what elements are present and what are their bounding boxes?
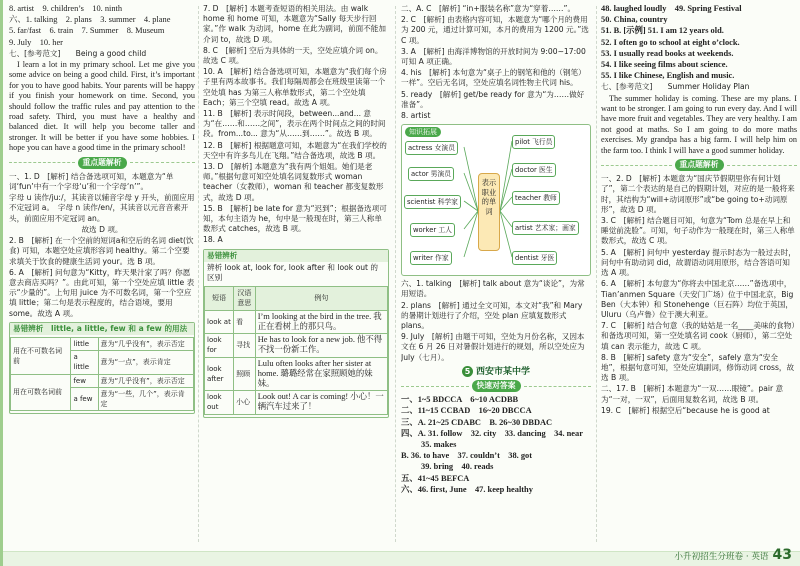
answer-line: 二、11~15 CCBAD 16~20 DBCCA bbox=[401, 406, 532, 416]
answer-line: 五、41~45 BEFCA bbox=[401, 473, 470, 483]
mind-map-node: dentist 牙医 bbox=[512, 251, 557, 265]
mind-map-node: scientist 科学家 bbox=[404, 195, 461, 209]
table-row: 用在可数名词前 few 意为“几乎没有”，表示否定 bbox=[11, 374, 194, 387]
mind-map-title: 知识拓展 bbox=[405, 127, 441, 137]
mind-map-node: actor 男演员 bbox=[408, 167, 454, 181]
explanation: 5. A [解析] 问句中 yesterday 提示时态为一般过去时，问句中有助动词 did，故谓语动词用原形，结合答语可知选 A 项。 bbox=[601, 247, 796, 278]
table-row: a little 意为“一点”，表示肯定 bbox=[11, 351, 194, 374]
mind-map-node: pilot 飞行员 bbox=[512, 135, 555, 149]
table-row: look for 寻找 He has to look for a new job. 他不得不找一份新工作。 bbox=[205, 334, 388, 357]
explanation: 7. C [解析] 结合句意（我的姑姑是一名____美味的食物）和备选项可知，第一空处填名词 cook（厨师），第二空处填 can 表示能力，故选 C 项。 bbox=[601, 321, 796, 351]
column-divider bbox=[198, 6, 199, 542]
answer-line: 三、A. 21~25 CDABC B. 26~30 DBDAC bbox=[401, 417, 553, 427]
explanation: 19. C [解析] 根据空后“because he is good at bbox=[601, 405, 770, 415]
mind-map-node: artist 艺术家；画家 bbox=[512, 221, 579, 235]
explanation: 6. A [解析] 问句意为“Kitty，昨天果汁家了吗？你愿意去商店买吗？”。由此可知，第一个空处应填 little 表示“少量的”。上句用 juice 为不可数名词，第一个空应填 little；第二句是表示程度的，结合语境，要用 some。故选 A 项。 bbox=[9, 267, 195, 318]
sample-essay: I learn a lot in my primary school. Let me give you some advice on being a good child. First, it’s important for you to have good habits. Your parents will be happy if you finish your homework on time. Second, you should follow the traffic rules and pay attention to the road safety. Third, you must have a healthy and balanced diet. It will help you become taller and stronger. It will be better if you have some hobbies. I hope you can have a good time in the primary school! bbox=[9, 60, 195, 153]
answer-line: 5. far/fast 6. train 7. Summer 8. Museum bbox=[9, 26, 165, 36]
answer-line: 48. laughed loudly 49. Spring Festival bbox=[601, 4, 742, 13]
answer-line: 52. I often go to school at eight o’clock. bbox=[601, 37, 740, 47]
explanation: 一、2. D [解析] 本题意为“国庆节假期里你有何计划了”，第二个表达的是自己的假期计划，对应的是一般将来时，其结构为“will+动词原形”或“be going to+动词原形”，故选 D 项。 bbox=[601, 174, 795, 214]
answer-line: 9. July 10. her bbox=[9, 37, 63, 47]
tip-box bbox=[9, 322, 195, 414]
tip-heading: 易错辨析 little, a little, few 和 a few 的用法 bbox=[10, 323, 194, 335]
explanation: 13. D [解析] 本题意为“我有两个姐姐。她们是老师。”根据句意可知空处填名词复数形式 woman teacher（女教师），woman 和 teacher 都变复数形式，故选 D 项。 bbox=[203, 162, 384, 202]
explanation: 18. A bbox=[203, 235, 223, 245]
explanation: 8. C [解析] 空后为具体的一天，空处应填介词 on。故选 C 项。 bbox=[203, 45, 383, 66]
answer-line: 四、A. 31. follow 32. city 33. dancing 34. near bbox=[401, 428, 583, 438]
tip-intro: 辨析 look at, look for, look after 和 look out 的区别 bbox=[207, 262, 379, 283]
explanation: 2. plans [解析] 通过全文可知，本文对“我”和 Mary 的暑期计划进行了介绍，空处 plan 应填复数形式 plans。 bbox=[401, 300, 583, 331]
explanation: 3. A [解析] 由海洋博物馆的开放时间为 9:00~17:00 可知 A 项正确。 bbox=[401, 46, 586, 67]
mind-map-node: writer 作家 bbox=[410, 251, 452, 265]
answer-line: 8. artist 9. children’s 10. ninth bbox=[9, 4, 123, 13]
phrase-table bbox=[204, 286, 388, 414]
column-divider bbox=[395, 6, 396, 542]
answer-line: 39. bring 40. reads bbox=[421, 462, 494, 472]
answer-line: 一、1~5 BDCCA 6~10 ACDBB bbox=[401, 395, 519, 405]
column-4 bbox=[601, 4, 797, 544]
section-header: 快速对答案 bbox=[401, 380, 591, 392]
page-footer bbox=[674, 547, 792, 563]
table-row: look after 照顾 Lulu often looks after her sister at home. 璐璐经常在家照顾她的妹妹。 bbox=[205, 357, 388, 391]
mind-map-node: teacher 教师 bbox=[512, 191, 560, 205]
explanation: 故选 D 项。 bbox=[81, 224, 123, 234]
answer-line: 50. China, country bbox=[601, 15, 668, 25]
explanation: 15. B [解析] be late for 意为“迟到”；根据备选项可知，本句主语为 he，句中是一般现在时，第三人称单数形式 catches，故选 B 项。 bbox=[203, 203, 387, 234]
explanation: 3. C [解析] 结合题目可知，句意为“Tom 总是在早上和睡觉前洗脸”。可知，句子动作为一般现在时，第三人称单数形式，故选 C 项。 bbox=[601, 216, 795, 246]
explanation: 一、1. D [解析] 结合备选项可知，本题意为“单词‘fun’中有一个字母‘u’和一个字母‘n’”。 bbox=[9, 171, 174, 192]
answer-line: B. 36. to have 37. couldn’t 38. got bbox=[401, 451, 532, 461]
answer-line: 53. I usually read books at weekends. bbox=[601, 48, 734, 58]
column-2 bbox=[203, 4, 389, 544]
school-heading: 5 西安市某中学 bbox=[401, 366, 591, 377]
answer-line: 35. makes bbox=[421, 440, 457, 450]
table-header-row: 短语 汉语意思 例句 bbox=[205, 287, 388, 310]
mind-map-node: actress 女演员 bbox=[405, 141, 458, 155]
explanation: 二、17. B [解析] 本题意为“一双……眼镜”。pair 意为“一对，一双”，后面用复数名词，故选 B 项。 bbox=[601, 384, 784, 404]
explanation: 7. D [解析] 本题考查短语的相关用法。由 walk home 和 home 可知，本题意为“Sally 每天步行回家。”作 walk 为动词，home 在此为副词，前面不能加介词 to，故选 D 项。 bbox=[203, 4, 386, 44]
section-header: 重点题解析 bbox=[601, 159, 797, 171]
explanation: 2. B [解析] 在一个空前的短词a和空后的名词 diet(饮食) 可知，本题空处应填形容词 healthy。第二个空要求填关于饮食的健康生活词 your。选 B 项。 bbox=[9, 236, 194, 266]
explanation: 11. B [解析] 表示时间段，between...and... 意为“在……和……之间”，表示在两个时间点之间的时间段。from...to... 意为“从……到……”。故选 B 项。 bbox=[203, 109, 386, 139]
table-row: look out 小心 Look out! A car is coming! 小心！一辆汽车过来了！ bbox=[205, 391, 388, 414]
column-divider bbox=[596, 6, 597, 542]
explanation: 字母 u 读作/juː/，其读音以辅音字母 y 开头，前面应用不定冠词 a。 字母 n 读作/en/，其读音以元音音素开头，前面应用不定冠词 an。 bbox=[9, 193, 195, 223]
column-1 bbox=[9, 4, 195, 544]
answer-line: 六、1. talking 2. plans 3. summer 4. plane bbox=[9, 15, 171, 25]
table-row: a few 意为“一些，几个”，表示肯定 bbox=[11, 387, 194, 410]
footer-text: 小升初招生分班卷 · 英语 bbox=[674, 552, 769, 562]
page-number: 43 bbox=[772, 547, 792, 563]
mind-map-node: doctor 医生 bbox=[512, 163, 556, 177]
explanation: 4. his [解析] 本句意为“桌子上的钢笔和他的（钢笔）一样”。空后无名词，空处应填名词性物主代词 his。 bbox=[401, 68, 586, 88]
table-row: look at 看 I’m looking at the bird in the tree. 我正在看树上的那只鸟。 bbox=[205, 310, 388, 333]
section-header: 重点题解析 bbox=[9, 157, 195, 169]
explanation: 10. A [解析] 结合备选项可知，本题意为“我们每个房子里有两本故事书。我们每隔周都会在班级里读第一个空处填 has 为第三人称单数形式，第二个空处填 Each；第三个空填 read。故选 A 项。 bbox=[203, 67, 387, 107]
answer-line: 六、46. first, June 47. keep healthy bbox=[401, 484, 533, 494]
explanation: 二、A. C [解析] “in+服装名称”意为“穿着……”。 bbox=[401, 4, 576, 13]
explanation: 8. B [解析] safety 意为“安全”，safely 意为“安全地”，根据句意可知，空处应填副词，修饰动词 cross，故选 B 项。 bbox=[601, 352, 795, 383]
tip-heading: 易错辨析 bbox=[204, 250, 388, 262]
explanation: 12. B [解析] 根据题意可知，本题意为“在我们学校的天空中有许多鸟儿在飞翔。”结合备选项，故选 B 项。 bbox=[203, 140, 387, 160]
tip-box bbox=[203, 249, 389, 418]
explanation: 8. artist bbox=[401, 111, 431, 121]
sample-essay: The summer holiday is coming. These are my plans. I want to be stronger. I am going to run every day. And I will have more fruit and vegetables. They are very healthy. I am not good at maths. So I am going to do more maths exercises. My grandpa has a big farm. I will help him on the farm too. I think I will have a good summer holiday. bbox=[601, 93, 797, 155]
answer-line: 55. I like Chinese, English and music. bbox=[601, 71, 735, 81]
explanation: 6. A [解析] 本句意为“你将去中国北京……”备选项中，Tian’anmen Square（天安门广场）位于中国北京，Big Ben（大本钟）和 Stonehenge（巨石阵）均位于英国，Uluru（乌卢鲁）位于澳大利亚。 bbox=[601, 279, 794, 319]
mind-map-node: worker 工人 bbox=[410, 223, 455, 237]
explanation: 2. C [解析] 由表格内容可知，本题意为“哪个月的费用为 200 元，通过计算可知，本月的费用为 1200 元。”选 C 项。 bbox=[401, 15, 589, 45]
column-3 bbox=[401, 4, 591, 544]
explanation: 六、1. talking [解析] talk about 意为“谈论”，为常用短语。 bbox=[401, 279, 585, 299]
explanation: 5. ready [解析] get/be ready for 意为“为……做好准备”。 bbox=[401, 89, 585, 109]
table-row: 用在不可数名词前 little 意为“几乎没有”，表示否定 bbox=[11, 337, 194, 350]
explanation: 9. July [解析] 由题干可知，空处为月份名称，又因本文在 6 月 26 日对暑假计划进行的规划，所以空处应为 July（七月）。 bbox=[401, 332, 585, 362]
answer-line: 54. I like seeing films about science. bbox=[601, 60, 728, 70]
usage-table bbox=[10, 337, 194, 411]
mind-map-center: 表示职业的单词 bbox=[478, 173, 500, 251]
mind-map bbox=[401, 124, 591, 276]
essay-title: 七、[参考范文] Summer Holiday Plan bbox=[601, 82, 750, 92]
answer-line: 51. B. [示例] 51. I am 12 years old. bbox=[601, 26, 724, 36]
essay-title: 七、[参考范文] Being a good child bbox=[9, 48, 147, 58]
